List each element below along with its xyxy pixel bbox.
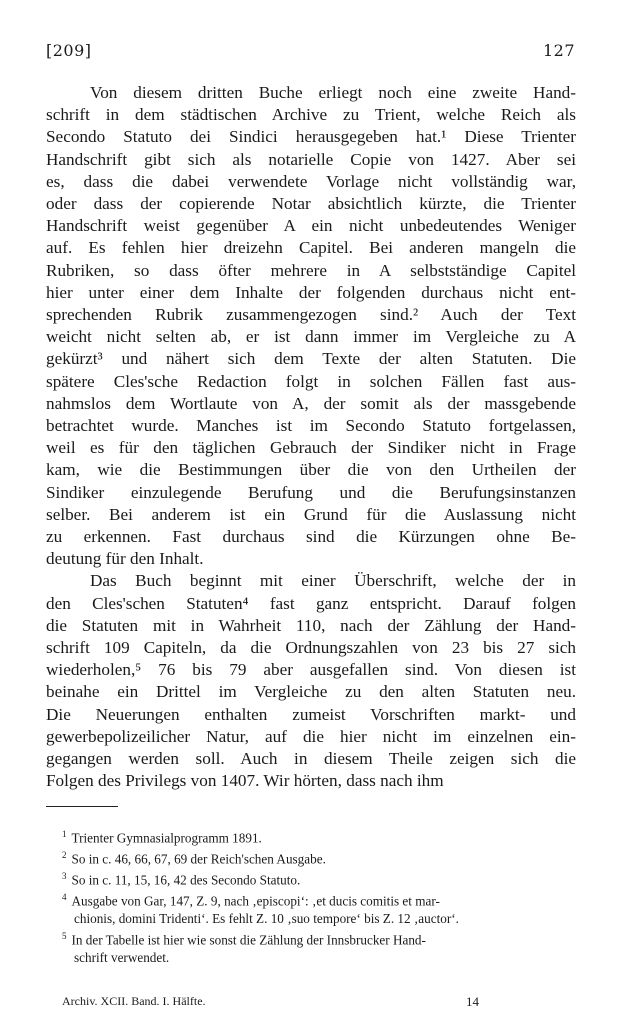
footnote-line [62,889,576,910]
page-footer [62,994,575,1009]
page-number: 127 [542,41,575,60]
text-line: auf. Es fehlen hier dreizehn Capitel. Bei anderen mangeln die [46,238,576,258]
body-text [46,82,576,793]
text-line: gekürzt³ und nähert sich dem Texte der alten Statuten. Die [46,349,576,369]
footnote-line [62,910,576,928]
footnote-text: So in c. 11, 15, 16, 42 des Secondo Statuto. [71,872,301,888]
footnote-text: Ausgabe von Gar, 147, Z. 9, nach ‚episcopi‘: ‚et ducis comitis et mar- [71,893,440,909]
footnote-number: 5 [62,930,67,941]
header-page-ref: [209] [46,41,92,60]
footnote-line [62,847,576,868]
footnote-text: schrift verwendet. [74,949,170,965]
footnote-number: 1 [62,829,67,839]
footnote-divider [46,806,118,807]
text-line: selber. Bei anderem ist ein Grund für die Auslassung nicht [46,504,576,524]
page-header [46,41,575,60]
footnote-text: chionis, domini Tridenti‘. Es fehlt Z. 10 ‚suo tempore‘ bis Z. 12 ‚auctor‘. [74,910,459,926]
text-line: wiederholen,⁵ 76 bis 79 aber ausgefallen sind. Von diesen ist [46,660,576,680]
text-line: oder dass der copierende Notar absichtlich kürzte, die Trienter [46,194,576,214]
text-line: beinahe ein Drittel im Vergleiche zu den alten Statuten neu. [46,682,576,702]
text-line: kam, wie die Bestimmungen über die von den Urtheilen der [46,460,576,480]
text-line: zu erkennen. Fast durchaus sind die Kürzungen ohne Be- [46,527,576,547]
text-line: es, dass die dabei verwendete Vorlage nicht vollständig war, [46,171,576,191]
text-line: weil es für den täglichen Gebrauch der Sindiker nicht in Frage [46,438,576,458]
text-line: Handschrift weist gegenüber A ein nicht unbedeutendes Weniger [46,216,576,236]
footnote-number: 4 [62,891,67,902]
text-line: den Cles'schen Statuten⁴ fast ganz entspricht. Darauf folgen [46,593,576,613]
text-line: schrift in dem städtischen Archive zu Trient, welche Reich als [46,105,576,125]
text-line: sprechenden Rubrik zusammengezogen sind.² Auch der Text [46,305,576,325]
footnote-text: In der Tabelle ist hier wie sonst die Zählung der Innsbrucker Hand- [71,931,426,947]
text-line: gewerbepolizeilicher Natur, auf die hier nicht im einzelnen ein- [46,726,576,746]
text-line: deutung für den Inhalt. [46,549,204,569]
footnote-line [62,949,576,967]
text-line: schrift 109 Capiteln, da die Ordnungszahlen von 23 bis 27 sich [46,638,576,658]
footnote-text: Trienter Gymnasialprogramm 1891. [71,830,262,846]
text-line: weicht nicht selten ab, er ist dann immer im Vergleiche zu A [46,327,576,347]
text-line: Von diesem dritten Buche erliegt noch eine zweite Hand- [90,83,576,102]
text-line: Folgen des Privilegs von 1407. Wir hörten, dass nach ihm [46,771,444,791]
text-line: Sindiker einzulegende Berufung und die Berufungsinstanzen [46,482,576,502]
footnote-line [62,868,576,889]
text-line: hier unter einer dem Inhalte der folgenden durchaus nicht ent- [46,282,576,302]
footnote-line [62,928,576,949]
footnote-number: 2 [62,849,67,860]
text-line: betrachtet wurde. Manches ist im Secondo Statuto fortgelassen, [46,416,576,436]
paragraph-2 [46,570,576,792]
text-line: Rubriken, so dass öfter mehrere in A selbstständige Capitel [46,260,576,280]
text-line: spätere Cles'sche Redaction folgt in solchen Fällen fast aus- [46,371,576,391]
text-line: Das Buch beginnt mit einer Überschrift, welche der in [90,571,576,591]
footnotes [62,826,576,966]
footnote-line [62,826,576,847]
paragraph-1 [46,82,576,570]
text-line: Secondo Statuto dei Sindici herausgegeben hat.¹ Diese Trienter [46,127,576,147]
text-line: Die Neuerungen enthalten zumeist Vorschriften markt- und [46,704,576,724]
text-line: nahmslos dem Wortlaute von A, der somit als der massgebende [46,393,576,413]
text-line: Handschrift gibt sich als notarielle Copie von 1427. Aber sei [46,149,576,169]
signature-mark: 14 [466,994,479,1009]
text-line: gegangen werden soll. Auch in diesem Theile zeigen sich die [46,749,576,769]
text-line: die Statuten mit in Wahrheit 110, nach der Zählung der Hand- [46,615,576,635]
footnote-number: 3 [62,870,67,881]
footnote-text: So in c. 46, 66, 67, 69 der Reich'schen Ausgabe. [71,851,326,867]
footer-journal-ref: Archiv. XCII. Band. I. Hälfte. [62,994,206,1008]
